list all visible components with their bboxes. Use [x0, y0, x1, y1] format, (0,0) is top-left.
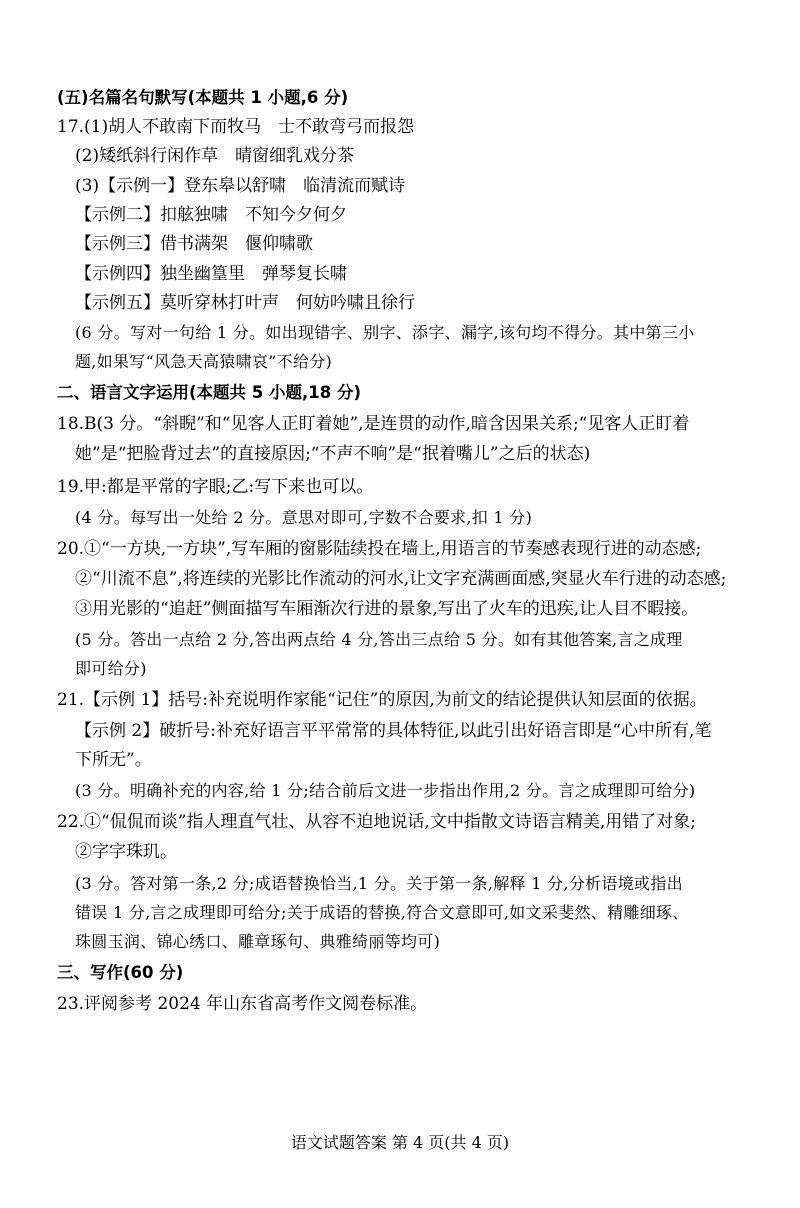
- page-footer: 语文试题答案 第 4 页(共 4 页): [290, 1133, 510, 1152]
- q17-line5: 【示例三】借书满架 偃仰啸歌: [75, 234, 313, 254]
- q17-note-line1: (6 分。写对一句给 1 分。如出现错字、别字、添字、漏字,该句均不得分。其中第三小: [75, 323, 695, 342]
- q20-note-line1: (5 分。答出一点给 2 分,答出两点给 4 分,答出三点给 5 分。如有其他答案,言之成理: [75, 630, 683, 649]
- q22-note-line2: 错误 1 分,言之成理即可给分;关于成语的替换,符合文意即可,如文采斐然、精雕细琢、: [75, 903, 689, 922]
- q17-line1: 17.(1)胡人不敢南下而牧马 士不敢弯弓而报怨: [57, 117, 415, 137]
- q20-line3: ③用光影的“追赶”侧面描写车厢渐次行进的景象,写出了火车的迅疾,让人目不暇接。: [75, 599, 699, 619]
- q19-line1: 19.甲:都是平常的字眼;乙:写下来也可以。: [57, 477, 374, 497]
- q17-line4: 【示例二】扣舷独啸 不知今夕何夕: [75, 205, 347, 225]
- q17-line7: 【示例五】莫听穿林打叶声 何妨吟啸且徐行: [75, 293, 415, 313]
- q22-note-line3: 珠圆玉润、锦心绣口、雕章琢句、典雅绮丽等均可): [75, 932, 441, 951]
- q21-line2: 【示例 2】破折号:补充好语言平平常常的具体特征,以此引出好语言即是“心中所有,笔: [75, 721, 712, 741]
- section-five-heading: (五)名篇名句默写(本题共 1 小题,6 分): [57, 88, 349, 107]
- q18-line1: 18.B(3 分。“斜睨”和“见客人正盯着她”,是连贯的动作,暗含因果关系;“见客人正盯着: [57, 414, 690, 434]
- q22-note-line1: (3 分。答对第一条,2 分;成语替换恰当,1 分。关于第一条,解释 1 分,分析语境或指出: [75, 874, 683, 893]
- section-three-heading: 三、写作(60 分): [57, 963, 184, 982]
- q17-line2: (2)矮纸斜行闲作草 晴窗细乳戏分茶: [75, 146, 355, 166]
- q17-note-line2: 题,如果写“风急天高猿啸哀”不给分): [75, 352, 333, 371]
- q20-line1: 20.①“一方块,一方块”,写车厢的窗影陆续投在墙上,用语言的节奏感表现行进的动态感;: [57, 539, 702, 559]
- q21-line1: 21.【示例 1】括号:补充说明作家能“记住”的原因,为前文的结论提供认知层面的依据。: [57, 690, 707, 710]
- q21-line3: 下所无”。: [75, 750, 152, 770]
- q20-note-line2: 即可给分): [75, 659, 147, 678]
- q18-line2: 她”是“把脸背过去”的直接原因;“不声不响”是“抿着嘴儿”之后的状态): [75, 444, 591, 464]
- q23-line: 23.评阅参考 2024 年山东省高考作文阅卷标准。: [57, 994, 428, 1014]
- q19-note: (4 分。每写出一处给 2 分。意思对即可,字数不合要求,扣 1 分): [75, 508, 533, 527]
- section-two-heading: 二、语言文字运用(本题共 5 小题,18 分): [57, 383, 362, 402]
- q22-line2: ②字字珠玑。: [75, 842, 177, 862]
- q17-line6: 【示例四】独坐幽篁里 弹琴复长啸: [75, 264, 347, 284]
- q17-line3: (3)【示例一】登东皋以舒啸 临清流而赋诗: [75, 176, 406, 196]
- q20-line2: ②“川流不息”,将连续的光影比作流动的河水,让文字充满画面感,突显火车行进的动态感;: [75, 569, 727, 589]
- q22-line1: 22.①“侃侃而谈”指人理直气壮、从容不迫地说话,文中指散文诗语言精美,用错了对象;: [57, 812, 696, 832]
- q21-note: (3 分。明确补充的内容,给 1 分;结合前后文进一步指出作用,2 分。言之成理即可给分): [75, 781, 696, 800]
